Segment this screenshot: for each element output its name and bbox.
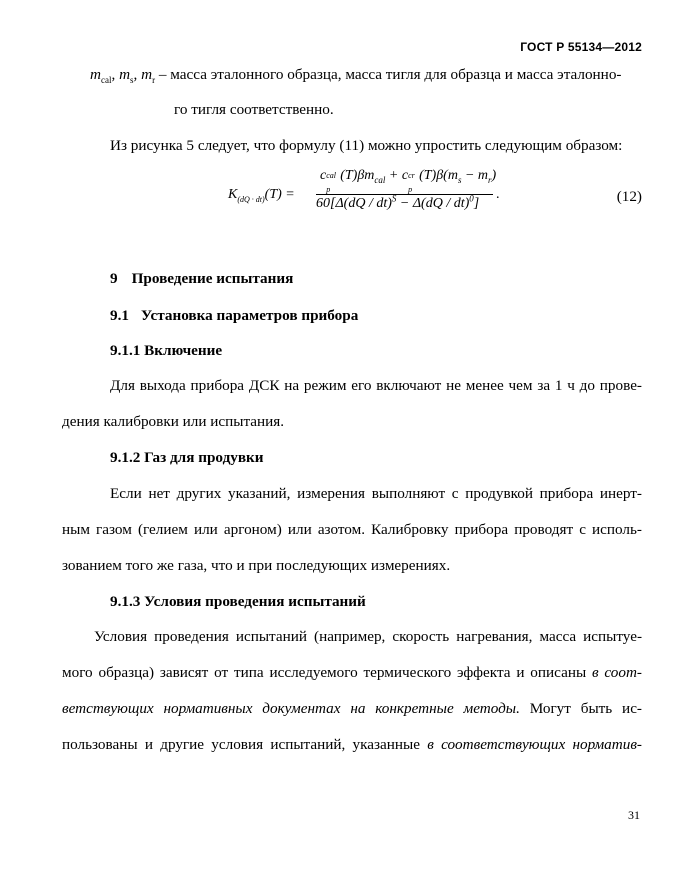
formula-intro-paragraph: Из рисунка 5 следует, что формулу (11) можно упростить следующим образом:	[110, 137, 623, 154]
formula-period: .	[496, 187, 500, 202]
paragraph-9-1-3-line1: Условия проведения испытаний (например, скорость нагревания, масса испытуе-	[94, 628, 642, 645]
subscript-s: s	[130, 75, 134, 86]
paragraph-9-1-3-line4: пользованы и другие условия испытаний, указанные в соответствующих норматив-	[62, 736, 642, 753]
document-header: ГОСТ Р 55134—2012	[520, 40, 642, 54]
paragraph-9-1-2-line1: Если нет других указаний, измерения выполняют с продувкой прибора инерт-	[110, 485, 642, 502]
paragraph-9-1-3-line2: мого образца) зависят от типа исследуемого термического эффекта и описаны в соот-	[62, 664, 642, 681]
formula-number: (12)	[616, 188, 642, 205]
subscript-r: r	[152, 75, 156, 86]
symbol-m-s: m	[119, 66, 131, 83]
symbol-m-r: m	[141, 66, 153, 83]
mass-definitions-line: $m_{cal}$, $m_s$, $m_r$ – масса эталонного образца, масса тигля для образца и масса эталонно-	[90, 66, 622, 86]
paragraph-9-1-1-line1: Для выхода прибора ДСК на режим его включают не менее чем за 1 ч до прове-	[110, 377, 642, 394]
paragraph-9-1-2-line3: зованием того же газа, что и при последующих измерениях.	[62, 557, 451, 574]
formula-numerator: c cal p $(T)\beta m_{cal} + c$ cr p $(T)\beta(m_s - m_r)$	[320, 168, 497, 194]
mass-definitions-cont: го тигля соответственно.	[174, 101, 334, 118]
mass-definitions-text: – масса эталонного образца, масса тигля для образца и масса эталонно-	[155, 66, 622, 83]
subscript-cal: cal	[100, 75, 112, 86]
page-number: 31	[628, 808, 640, 822]
section-9-1-heading: 9.1 Установка параметров прибора	[110, 307, 359, 324]
section-9-1-1-heading: 9.1.1 Включение	[110, 342, 223, 359]
formula-lhs: $K_{(dQ \cdot dt)}(T)$ =	[228, 187, 295, 204]
formula-denominator: 60[Δ(dQ / dt)$^S$ − Δ(dQ / dt)$^0$]	[316, 193, 480, 211]
paragraph-9-1-2-line2: ным газом (гелием или аргоном) или азотом. Калибровку прибора проводят с исполь-	[62, 521, 642, 538]
section-9-heading: 9 Проведение испытания	[110, 270, 294, 287]
section-9-1-3-heading: 9.1.3 Условия проведения испытаний	[110, 593, 366, 610]
paragraph-9-1-1-line2: дения калибровки или испытания.	[62, 413, 285, 430]
paragraph-9-1-3-line3: ветствующих нормативных документах на конкретные методы. Могут быть ис-	[62, 700, 642, 717]
symbol-m-cal: m	[90, 66, 101, 83]
section-9-1-2-heading: 9.1.2 Газ для продувки	[110, 449, 264, 466]
formula-12	[228, 170, 648, 218]
formula-fraction-bar	[316, 194, 493, 195]
